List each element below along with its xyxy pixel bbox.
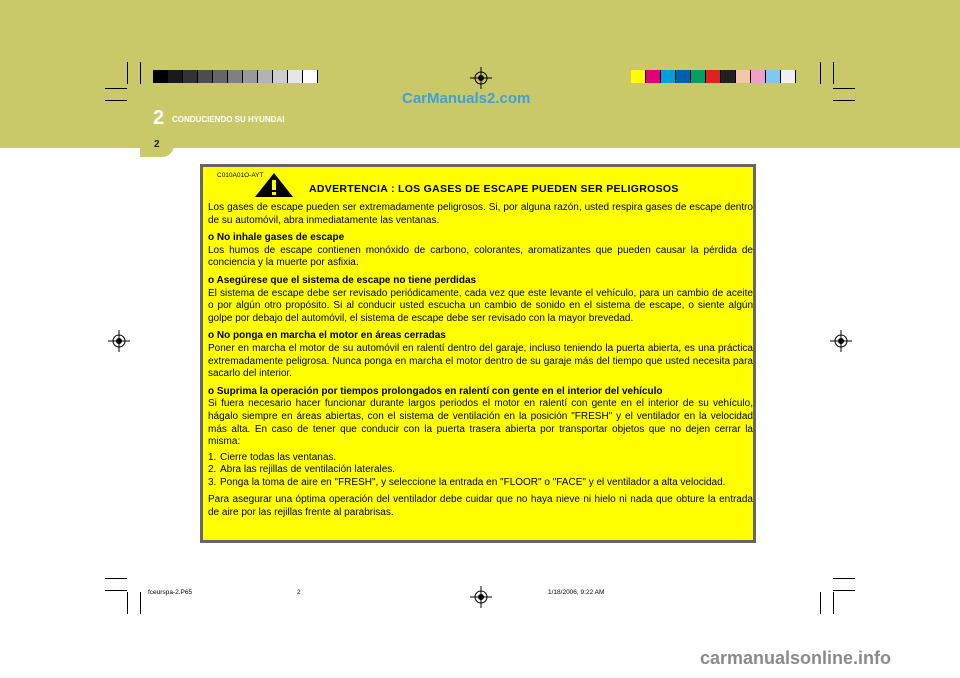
crop-mark	[820, 62, 821, 84]
list-number: 1.	[208, 451, 217, 463]
crop-mark	[105, 590, 127, 591]
calibration-swatch	[661, 70, 676, 83]
crop-mark	[140, 62, 141, 84]
calibration-swatch	[631, 70, 646, 83]
list-text: Cierre todas las ventanas.	[220, 451, 337, 463]
footer-timestamp: 1/18/2006, 9:22 AM	[548, 589, 605, 596]
calibration-swatch	[751, 70, 766, 83]
warning-body	[208, 202, 753, 525]
crop-mark	[833, 590, 855, 591]
crop-mark	[833, 592, 834, 614]
calibration-swatch	[258, 70, 273, 83]
warning-closing: Para asegurar una óptima operación del ventilador debe cuidar que no haya nieve ni hielo ni nada que obture la entrada de aire por las rejillas frente al parabrisas.	[208, 494, 753, 519]
chapter-number: 2	[153, 107, 165, 129]
list-text: Ponga la toma de aire en "FRESH", y seleccione la entrada en "FLOOR" o "FACE" y el ventilador a alta velocidad.	[220, 476, 726, 488]
section-heading: o Suprima la operación por tiempos prolongados en ralentí con gente en el interior del vehículo	[208, 385, 663, 397]
list-item	[208, 477, 753, 490]
section-heading: o Asegúrese que el sistema de escape no tiene perdidas	[208, 274, 477, 286]
warning-section	[208, 232, 753, 270]
crop-mark	[833, 578, 855, 579]
calibration-swatch	[198, 70, 213, 83]
registration-mark-top-icon	[470, 67, 492, 89]
warning-intro: Los gases de escape pueden ser extremadamente peligrosos. Si, por alguna razón, usted respira gases de escape dentro de su automóvil, abra inmediatamente las ventanas.	[208, 202, 753, 226]
crop-mark	[105, 88, 127, 89]
calibration-swatch	[168, 70, 183, 83]
warning-section	[208, 330, 753, 380]
chapter-title: CONDUCIENDO SU HYUNDAI	[172, 115, 285, 124]
grayscale-calibration-bar	[153, 70, 318, 83]
list-number: 2.	[208, 464, 217, 476]
calibration-swatch	[273, 70, 288, 83]
footer-page: 2	[297, 589, 301, 596]
calibration-swatch	[766, 70, 781, 83]
calibration-swatch	[213, 70, 228, 83]
calibration-swatch	[721, 70, 736, 83]
section-heading: o No ponga en marcha el motor en áreas cerradas	[208, 330, 446, 342]
list-text: Abra las rejillas de ventilación laterales.	[220, 464, 396, 476]
warning-code: C010A01O-AYT	[217, 172, 264, 179]
list-item	[208, 452, 753, 465]
registration-mark-bottom-icon	[470, 586, 492, 608]
calibration-swatch	[646, 70, 661, 83]
calibration-swatch	[691, 70, 706, 83]
warning-section	[208, 275, 753, 325]
section-text: Los humos de escape contienen monóxido de carbono, colorantes, aromatizantes que pueden causar la pérdida de conciencia y la muerte por asfixia.	[208, 244, 753, 269]
warning-section	[208, 386, 753, 449]
watermark-link[interactable]: CarManuals2.com	[402, 90, 531, 107]
warning-title: ADVERTENCIA : LOS GASES DE ESCAPE PUEDEN SER PELIGROSOS	[309, 183, 679, 195]
crop-mark	[105, 100, 127, 101]
section-heading: o No inhale gases de escape	[208, 232, 345, 244]
calibration-swatch	[183, 70, 198, 83]
crop-mark	[833, 100, 855, 101]
calibration-swatch	[153, 70, 168, 83]
registration-mark-right-icon	[830, 330, 852, 352]
calibration-swatch	[228, 70, 243, 83]
section-text: Si fuera necesario hacer funcionar durante largos periodos el motor en ralentí con gente en el interior de su vehículo, hágalo siempre en áreas abiertas, con el sistema de ventilación en la posición "FRESH" y el ventilador en la velocidad más alta. En caso de tener que conducir con la puerta trasera abierta por transportar objetos que no dejen cerrar la misma:	[208, 398, 753, 448]
page-number: 2	[154, 139, 160, 150]
calibration-swatch	[243, 70, 258, 83]
list-item	[208, 464, 753, 477]
crop-mark	[105, 578, 127, 579]
section-text: El sistema de escape debe ser revisado periódicamente, cada vez que este levante el vehículo, para un cambio de aceite o por algún otro propósito. Si al conducir usted escucha un cambio de sonido en el sistema de escape, o siente algún golpe por debajo del automóvil, el sistema de escape debe ser revisado con la mayor brevedad.	[208, 287, 753, 324]
crop-mark	[820, 592, 821, 614]
calibration-swatch	[736, 70, 751, 83]
crop-mark	[833, 62, 834, 84]
registration-mark-left-icon	[108, 330, 130, 352]
color-calibration-bar	[631, 70, 796, 83]
calibration-swatch	[706, 70, 721, 83]
exclamation-icon	[254, 172, 294, 198]
footer-watermark[interactable]: carmanualsonline.info	[700, 648, 892, 668]
calibration-swatch	[288, 70, 303, 83]
calibration-swatch	[781, 70, 796, 83]
crop-mark	[140, 592, 141, 614]
section-text: Poner en marcha el motor de su automóvil en ralentí dentro del garaje, incluso teniendo la puerta abierta, es una práctica extremadamente peligrosa. Nunca ponga en marcha el motor dentro de su garaje más del tiempo que usted necesita para sacarlo del interior.	[208, 342, 753, 380]
crop-mark	[833, 88, 855, 89]
crop-mark	[127, 592, 128, 614]
calibration-swatch	[303, 70, 318, 83]
footer-file-name: fceurspa-2.P65	[148, 589, 193, 596]
calibration-swatch	[676, 70, 691, 83]
list-number: 3.	[208, 476, 217, 488]
crop-mark	[127, 62, 128, 84]
